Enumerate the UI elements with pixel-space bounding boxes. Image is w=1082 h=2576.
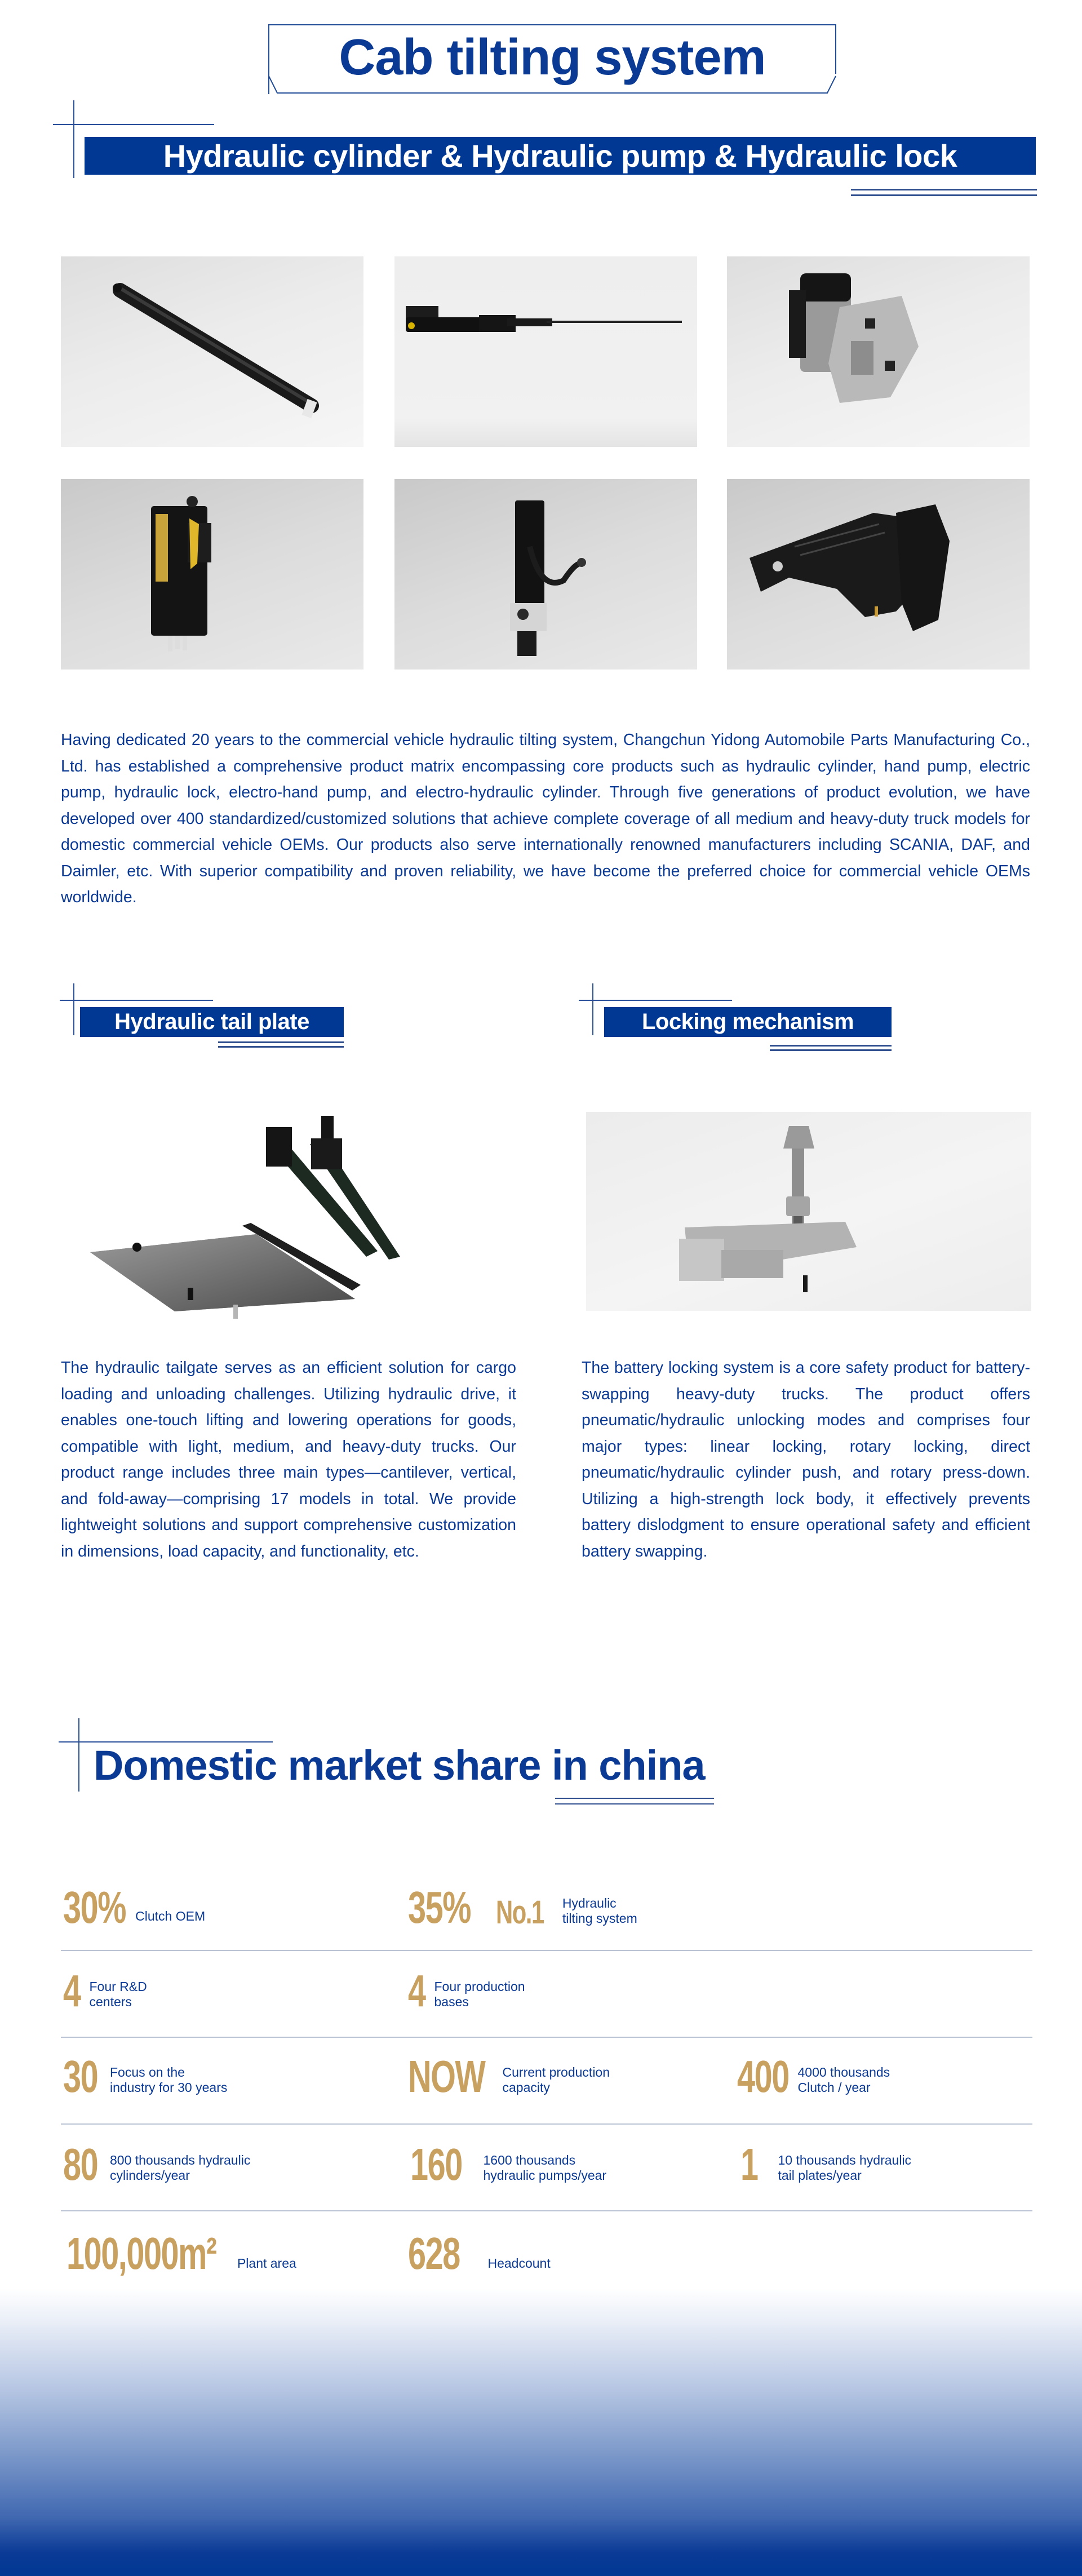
- stat-value: 100,000m²: [66, 2228, 216, 2278]
- section-banner-locking: Locking mechanism: [604, 1007, 892, 1037]
- stat-label: 1600 thousands: [483, 2153, 576, 2167]
- stats-divider: [61, 1950, 1032, 1951]
- stat-label: 800 thousands hydraulic: [109, 2153, 251, 2167]
- stat-label: 4000 thousands: [797, 2065, 890, 2080]
- stat-value: 4: [408, 1966, 425, 2016]
- stat-value: 628: [408, 2228, 460, 2278]
- decor-vertical-line: [592, 983, 593, 1035]
- decor-double-line-top: [851, 189, 1037, 190]
- stat-plant-area: [66, 2228, 296, 2278]
- stat-headcount: [408, 2228, 551, 2278]
- stat-value: 4: [63, 1966, 81, 2016]
- stat-value: 30: [63, 2051, 98, 2101]
- footer-gradient: [0, 2288, 1082, 2576]
- stat-label: centers: [89, 1994, 132, 2009]
- decor-double-line-bottom: [851, 194, 1037, 196]
- stat-label: Clutch / year: [797, 2080, 871, 2095]
- stat-label: tail plates/year: [778, 2168, 862, 2183]
- stats-divider: [61, 2123, 1032, 2125]
- hydraulic-cylinder-image: [61, 256, 363, 447]
- stat-value: 30%: [63, 1882, 126, 1932]
- tail-plate-paragraph: The hydraulic tailgate serves as an efficient solution for cargo loading and unloading challenges. Utilizing hydraulic drive, it enables one-touch lifting and lowering operations for goods, compatible with light, medium, and heavy-duty trucks. Our product range includes three main types—cantilever, vertical, and fold-away—comprising 17 models in total. We provide lightweight solutions and support comprehensive customization in dimensions, load capacity, and functionality, etc.: [61, 1359, 516, 1560]
- decor-double-line-bottom: [218, 1046, 344, 1048]
- stat-label: Focus on the: [109, 2065, 185, 2080]
- section-banner-tail-plate: Hydraulic tail plate: [80, 1007, 344, 1037]
- locking-mechanism-paragraph: The battery locking system is a core safety product for battery-swapping heavy-duty trucks. The product offers pneumatic/hydraulic unlocking modes and comprises four major types: linear locking, rotary locking, direct pneumatic/hydraulic cylinder push, and rotary press-down. Utilizing a high-strength lock body, it effectively prevents battery dislodgment to ensure operational safety and efficient battery swapping.: [582, 1359, 1030, 1560]
- decor-horizontal-line: [579, 1000, 732, 1001]
- stat-value: 160: [410, 2139, 462, 2189]
- stat-tail-plates-per-year: [740, 2139, 912, 2189]
- page-title: Cab tilting system: [339, 29, 766, 86]
- stats-divider: [61, 2210, 1032, 2211]
- electric-pump-image: [727, 256, 1030, 447]
- decor-vertical-line: [78, 1718, 79, 1792]
- stat-label: Headcount: [487, 2256, 551, 2271]
- stat-label: Plant area: [237, 2256, 296, 2271]
- stat-value: NOW: [408, 2051, 485, 2101]
- decor-horizontal-line: [53, 124, 214, 125]
- decor-vertical-line: [73, 983, 74, 1035]
- stat-label: hydraulic pumps/year: [483, 2168, 607, 2183]
- stat-label: 10 thousands hydraulic: [778, 2153, 912, 2167]
- stat-label: Four production: [434, 1979, 525, 1994]
- stat-value: 1: [740, 2139, 758, 2189]
- stat-production-bases: [408, 1966, 525, 2016]
- decor-double-line-bottom: [555, 1803, 714, 1804]
- stat-label: bases: [434, 1994, 469, 2009]
- page-title-box: [268, 24, 836, 94]
- stat-pumps-per-year: [410, 2139, 607, 2189]
- locking-mechanism-image: [586, 1112, 1031, 1311]
- stat-label: Four R&D: [89, 1979, 147, 1994]
- section-banner-cab: Hydraulic cylinder & Hydraulic pump & Hydraulic lock: [85, 137, 1036, 175]
- stat-clutch-per-year: [737, 2051, 890, 2101]
- stat-rd-centers: [63, 1966, 147, 2016]
- electro-hydraulic-cylinder-image: [394, 256, 697, 447]
- decor-horizontal-line: [60, 1000, 213, 1001]
- decor-double-line-top: [770, 1045, 892, 1047]
- decor-double-line-top: [555, 1798, 714, 1799]
- intro-paragraph: Having dedicated 20 years to the commercial vehicle hydraulic tilting system, Changchun Yidong Automobile Parts Manufacturing Co., Ltd. has established a comprehensive product matrix encompassing core products such as hydraulic cylinder, hand pump, electric pump, hydraulic lock, electro-hand pump, and electro-hydraulic cylinder. Through five generations of product evolution, we have developed over 400 standardized/customized solutions that achieve complete coverage of all medium and heavy-duty truck models for domestic commercial vehicle OEMs. Our products also serve internationally renowned manufacturers including SCANIA, DAF, and Daimler, etc. With superior compatibility and proven reliability, we have become the preferred choice for commercial vehicle OEMs worldwide.: [61, 731, 1030, 906]
- stat-label: Current production: [502, 2065, 610, 2080]
- stat-value: 400: [737, 2051, 789, 2101]
- stat-hydraulic-tilting: [408, 1882, 637, 1932]
- stat-rank: No.1: [496, 1894, 544, 1931]
- stat-label: industry for 30 years: [109, 2080, 228, 2095]
- stat-value: 35%: [408, 1882, 471, 1932]
- electro-hand-pump-image: [394, 479, 697, 670]
- decor-double-line-top: [218, 1041, 344, 1043]
- stat-label: capacity: [502, 2080, 550, 2095]
- stat-clutch-oem: [63, 1882, 206, 1932]
- stat-label: tilting system: [562, 1911, 637, 1926]
- hydraulic-tail-plate-image: [85, 1105, 490, 1319]
- decor-vertical-line: [73, 100, 74, 178]
- stat-value: 80: [63, 2139, 98, 2189]
- stat-label: Hydraulic: [562, 1896, 617, 1910]
- hand-pump-image: [61, 479, 363, 670]
- stat-label: cylinders/year: [109, 2168, 190, 2183]
- stat-industry-years: [63, 2051, 228, 2101]
- stats-divider: [61, 2037, 1032, 2038]
- market-share-title: Domestic market share in china: [94, 1742, 705, 1789]
- stat-label: Clutch OEM: [135, 1909, 206, 1923]
- stat-production-capacity: [408, 2051, 610, 2101]
- hydraulic-lock-image: [727, 479, 1030, 670]
- stat-cylinders-per-year: [63, 2139, 251, 2189]
- decor-double-line-bottom: [770, 1049, 892, 1051]
